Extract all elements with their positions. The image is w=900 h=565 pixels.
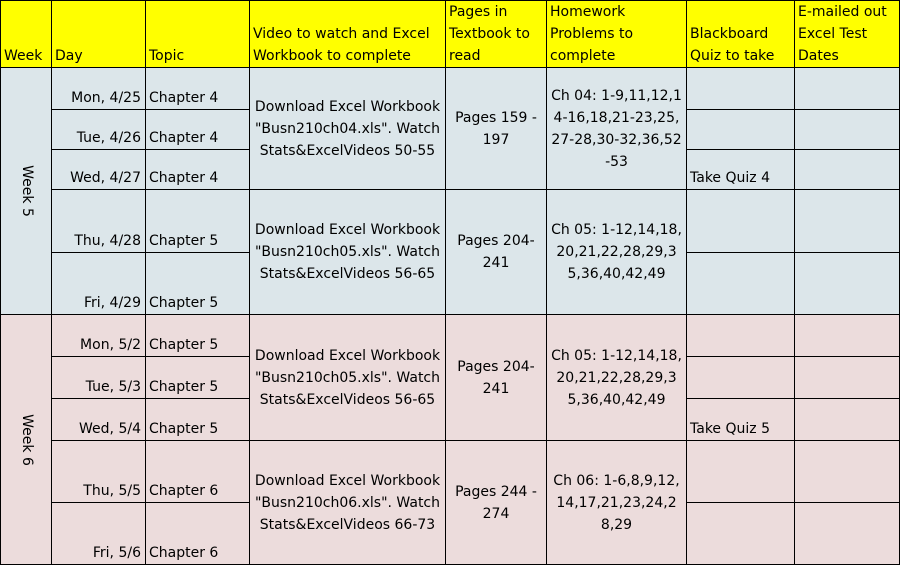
day-cell: Fri, 5/6 [52, 503, 146, 565]
topic-cell: Chapter 6 [146, 503, 250, 565]
quiz-cell [687, 110, 795, 150]
emailed-cell [795, 110, 900, 150]
topic-cell: Chapter 5 [146, 253, 250, 315]
week-label-cell [1, 68, 52, 315]
topic-cell: Chapter 4 [146, 68, 250, 110]
header-homework: Homework Problems to complete [547, 1, 687, 68]
pages-cell: Pages 244 - 274 [446, 441, 547, 565]
day-cell: Fri, 4/29 [52, 253, 146, 315]
pages-cell: Pages 204-241 [446, 190, 547, 315]
topic-cell: Chapter 4 [146, 150, 250, 190]
pages-cell: Pages 204-241 [446, 315, 547, 441]
table-row [1, 441, 900, 503]
day-cell: Mon, 4/25 [52, 68, 146, 110]
day-cell: Thu, 5/5 [52, 441, 146, 503]
pages-cell: Pages 159 - 197 [446, 68, 547, 190]
topic-cell: Chapter 5 [146, 399, 250, 441]
table-row [1, 68, 900, 110]
homework-cell: Ch 05: 1-12,14,18,20,21,22,28,29,35,36,40,42,49 [547, 315, 687, 441]
quiz-cell: Take Quiz 4 [687, 150, 795, 190]
day-cell: Wed, 4/27 [52, 150, 146, 190]
header-emailed: E-mailed out Excel Test Dates [795, 1, 900, 68]
quiz-cell [687, 190, 795, 253]
homework-cell: Ch 05: 1-12,14,18,20,21,22,28,29,35,36,40,42,49 [547, 190, 687, 315]
topic-cell: Chapter 5 [146, 190, 250, 253]
quiz-cell [687, 441, 795, 503]
day-cell: Thu, 4/28 [52, 190, 146, 253]
header-pages: Pages in Textbook to read [446, 1, 547, 68]
video-cell: Download Excel Workbook "Busn210ch04.xls". Watch Stats&ExcelVideos 50-55 [250, 68, 446, 190]
week-label: Week 6 [18, 413, 35, 466]
emailed-cell [795, 357, 900, 399]
emailed-cell [795, 68, 900, 110]
video-cell: Download Excel Workbook "Busn210ch05.xls". Watch Stats&ExcelVideos 56-65 [250, 190, 446, 315]
day-cell: Tue, 5/3 [52, 357, 146, 399]
header-day: Day [52, 1, 146, 68]
quiz-cell [687, 315, 795, 357]
emailed-cell [795, 190, 900, 253]
emailed-cell [795, 503, 900, 565]
quiz-cell [687, 503, 795, 565]
header-topic: Topic [146, 1, 250, 68]
table-row [1, 315, 900, 357]
quiz-cell [687, 253, 795, 315]
table-row [1, 190, 900, 253]
emailed-cell [795, 399, 900, 441]
header-row [1, 1, 900, 68]
emailed-cell [795, 253, 900, 315]
video-cell: Download Excel Workbook "Busn210ch05.xls". Watch Stats&ExcelVideos 56-65 [250, 315, 446, 441]
topic-cell: Chapter 5 [146, 315, 250, 357]
week-label: Week 5 [18, 165, 35, 217]
day-cell: Wed, 5/4 [52, 399, 146, 441]
header-week: Week [1, 1, 52, 68]
header-quiz: Blackboard Quiz to take [687, 1, 795, 68]
topic-cell: Chapter 4 [146, 110, 250, 150]
emailed-cell [795, 441, 900, 503]
video-cell: Download Excel Workbook "Busn210ch06.xls". Watch Stats&ExcelVideos 66-73 [250, 441, 446, 565]
quiz-cell: Take Quiz 5 [687, 399, 795, 441]
week-label-cell [1, 315, 52, 565]
header-video: Video to watch and Excel Workbook to complete [250, 1, 446, 68]
quiz-cell [687, 68, 795, 110]
emailed-cell [795, 315, 900, 357]
day-cell: Tue, 4/26 [52, 110, 146, 150]
homework-cell: Ch 06: 1-6,8,9,12,14,17,21,23,24,28,29 [547, 441, 687, 565]
day-cell: Mon, 5/2 [52, 315, 146, 357]
emailed-cell [795, 150, 900, 190]
quiz-cell [687, 357, 795, 399]
topic-cell: Chapter 6 [146, 441, 250, 503]
homework-cell: Ch 04: 1-9,11,12,14-16,18,21-23,25,27-28,30-32,36,52-53 [547, 68, 687, 190]
topic-cell: Chapter 5 [146, 357, 250, 399]
